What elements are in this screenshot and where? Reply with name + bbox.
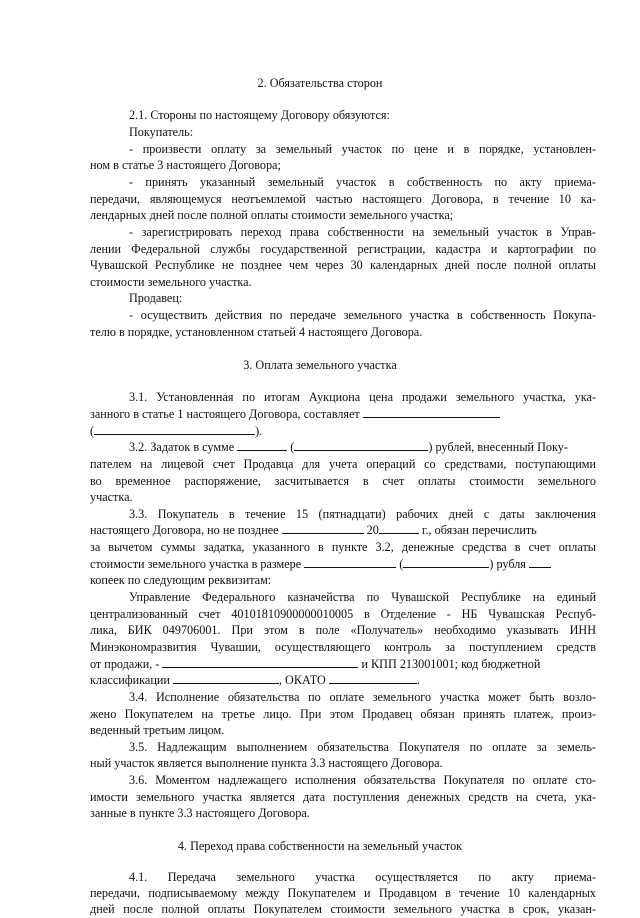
buyer-duty-3-line-1: - зарегистрировать переход права собственности на земельный участок в Управ- [129,225,596,239]
section-3-title: 3. Оплата земельного участка [243,358,397,372]
deadline-year-blank[interactable] [379,522,419,534]
buyer-duty-3-line-4: стоимости земельного участка. [90,275,252,289]
buyer-duty-2-line-3: лендарных дней после полной оплаты стоимости земельного участка; [90,208,454,222]
clause-3-2-line-1: 3.2. Задаток в сумме ( ) рублей, внесенный Поку- [129,440,568,454]
clause-3-3-line-2: настоящего Договора, но не позднее 20 г., обязан перечислить [90,523,537,537]
requisites-line-5: от продажи, - и КПП 213001001; код бюджетной [90,657,541,671]
clause-3-4-line-2: жено Покупателем на третье лицо. При этом Продавец обязан принять платеж, произ- [90,707,596,721]
clause-3-4-line-3: веденный третьим лицом. [90,723,225,737]
clause-4-1-line-3: дней после полной оплаты Покупателем стоимости земельного участка в срок, указан- [90,902,596,916]
buyer-duty-1-line-1: - произвести оплату за земельный участок по цене и в порядке, установлен- [129,142,596,156]
section-4-title: 4. Переход права собственности на земельный участок [177,839,463,853]
buyer-duty-2-line-2: передачи, являющемуся неотъемлемой частью настоящего Договора, в течение 10 ка- [90,192,596,206]
requisites-line-2: централизованный счет 40101810900000010005 в Отделение - НБ Чувашская Респуб- [90,607,596,621]
clause-4-1-line-2: передачи, подписываемому между Покупателем и Продавцом в течение 10 календарных [90,886,596,900]
clause-3-1-line-2: занного в статье 1 настоящего Договора, составляет [90,406,596,423]
clause-3-3-line-3: за вычетом суммы задатка, указанного в пункте 3.2, денежные средства в счет оплаты [90,540,596,554]
clause-3-6-line-1: 3.6. Моментом надлежащего исполнения обязательства Покупателя по оплате сто- [129,773,596,787]
payment-amount-blank[interactable] [304,556,396,568]
clause-3-4-line-1: 3.4. Исполнение обязательства по оплате земельного участка может быть возло- [129,690,596,704]
requisites-line-3: лика, БИК 049706001. При этом в поле «Получатель» необходимо указывать ИНН [90,623,596,637]
clause-3-3-line-4: стоимости земельного участка в размере ( ) рубля [90,556,596,573]
clause-3-2-line-3: во временное распоряжение, засчитывается в счет оплаты стоимости земельного [90,474,596,488]
seller-duty-line-1: - осуществить действия по передаче земельного участка в собственность Покупа- [129,308,596,322]
section-2-title: 2. Обязательства сторон [257,76,383,90]
clause-3-2-line-2: пателем на лицевой счет Продавца для учета операций со средствами, поступающими [90,457,596,471]
seller-label: Продавец: [129,291,183,305]
payment-kopecks-blank[interactable] [529,556,551,568]
buyer-duty-2-line-1: - принять указанный земельный участок в собственность по акту приема- [129,175,596,189]
buyer-duty-3-line-2: лении Федеральной службы государственной регистрации, кадастра и картографии по [90,242,596,256]
requisites-line-1: Управление Федерального казначейства по Чувашской Республике на единый [129,590,596,604]
clause-4-1-line-1: 4.1. Передача земельного участка осуществляется по акту приема- [129,870,596,884]
clause-3-5-line-2: ный участок является выполнение пункта 3.3 настоящего Договора. [90,756,443,770]
deposit-words-blank[interactable] [294,439,428,451]
clause-3-1-line-3: ( ). [90,424,263,438]
inn-blank[interactable] [162,656,358,668]
buyer-duty-3-line-3: Чувашской Республике не позднее чем через 30 календарных дней после полной оплаты [90,258,596,272]
clause-3-6-line-3: занные в пункте 3.3 настоящего Договора. [90,806,310,820]
clause-3-6-line-2: имости земельного участка является дата поступления денежных средств на счета, ука- [90,790,596,804]
buyer-label: Покупатель: [129,125,194,139]
buyer-duty-1-line-2: ном в статье 3 настоящего Договора; [90,158,281,172]
clause-3-3-line-1: 3.3. Покупатель в течение 15 (пятнадцати) рабочих дней с даты заключения [129,507,596,521]
clause-3-2-line-4: участка. [90,490,133,504]
price-words-blank[interactable] [94,423,255,435]
requisites-line-6: классификации , ОКАТО . [90,673,420,687]
payment-words-blank[interactable] [403,556,489,568]
price-blank[interactable] [363,406,500,418]
clause-3-3-line-5: копеек по следующим реквизитам: [90,573,272,587]
clause-2-1: 2.1. Стороны по настоящему Договору обязуются: [129,108,390,122]
requisites-line-4: Минэкономразвития Чувашии, осуществляющего контроль за поступлением средств [90,640,596,654]
okato-blank[interactable] [329,672,417,684]
clause-3-5-line-1: 3.5. Надлежащим выполнением обязательства Покупателя по оплате за земель- [129,740,596,754]
clause-3-1-line-1: 3.1. Установленная по итогам Аукциона цена продажи земельного участка, ука- [129,390,596,404]
budget-code-blank[interactable] [173,672,279,684]
deposit-amount-blank[interactable] [237,439,287,451]
deadline-date-blank[interactable] [282,522,364,534]
seller-duty-line-2: телю в порядке, установленном статьей 4 настоящего Договора. [90,325,423,339]
